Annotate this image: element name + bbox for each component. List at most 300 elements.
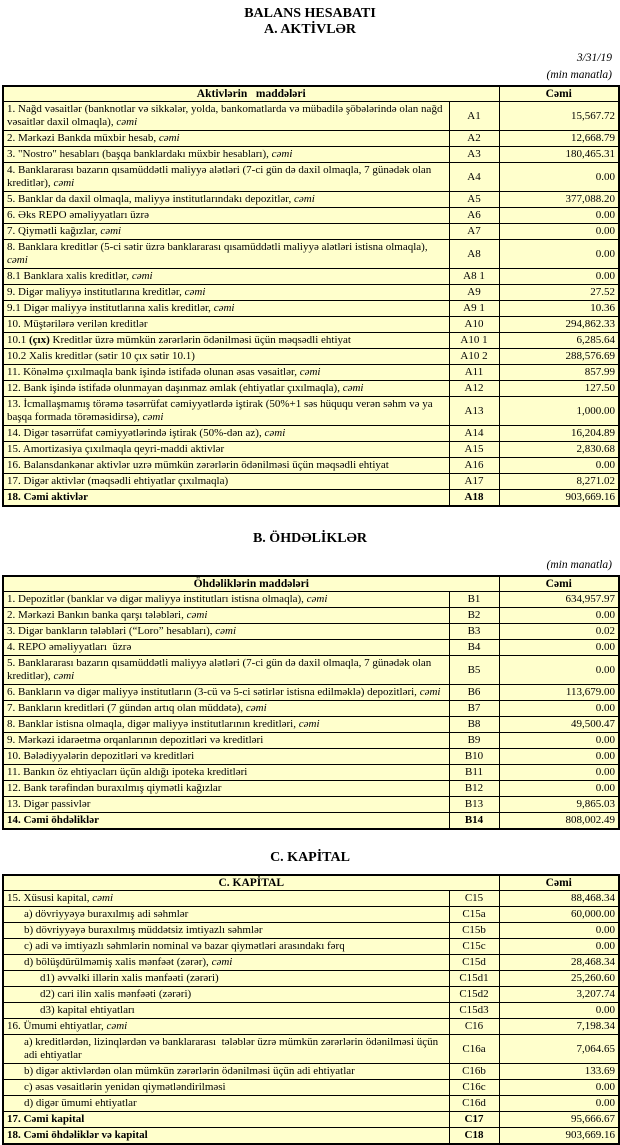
label-text: 6. Əks REPO əməliyyatları üzrə [7,209,150,221]
row-code: A7 [449,224,499,240]
row-code: A12 [449,381,499,397]
label-text: cəmi [131,270,153,282]
label-text: 9. Mərkəzi idarəetmə orqanlarının depozitləri və kreditləri [7,734,264,746]
row-code: B13 [449,797,499,813]
row-label [3,1080,449,1096]
label-text: 3. "Nostro" hesabları (başqa banklardakı müxbir hesabları), [7,148,272,160]
row-code: A6 [449,208,499,224]
label-text: d3) kapital ehtiyatları [40,1004,135,1016]
row-value: 9,865.03 [499,797,619,813]
liabilities-header-total: Cəmi [499,576,619,592]
row-label [3,317,449,333]
row-code: B9 [449,733,499,749]
row-value: 49,500.47 [499,717,619,733]
row-value: 3,207.74 [499,987,619,1003]
table-row [3,939,619,955]
row-code: A9 1 [449,301,499,317]
row-label [3,285,449,301]
row-label [3,102,449,131]
row-code: B7 [449,701,499,717]
row-label [3,640,449,656]
label-text: 1. Depozitlər (banklar və digər maliyyə institutları istisna olmaqla), [7,593,307,605]
row-label [3,781,449,797]
table-row [3,317,619,333]
row-code: C15d1 [449,971,499,987]
label-text: 8.1 Banklara xalis kreditlər, [7,270,132,282]
table-header-row [3,86,619,102]
report-title: BALANS HESABATI [244,6,376,21]
row-label [3,1019,449,1035]
table-row [3,1080,619,1096]
liabilities-section-title: B. ÖHDƏLİKLƏR [252,531,368,546]
label-text: 16. Ümumi ehtiyatlar, [7,1020,107,1032]
row-value: 903,669.16 [499,490,619,507]
table-row [3,1112,619,1128]
row-code: C17 [449,1112,499,1128]
row-code: A10 2 [449,349,499,365]
label-text: 3. Digər bankların tələbləri (“Loro” hesabları), [7,625,216,637]
table-header-row [3,875,619,891]
row-label [3,891,449,907]
label-text: 6. Bankların və digər maliyyə institutların (3-cü və 5-ci sətirlər istisna edilməklə) depozitləri, [7,686,420,698]
label-text: 16. Balansdankənar aktivlər uzrə mümkün zərərlərin ödənilməsi üçün məqsədli ehtiyat [7,459,389,471]
row-label [3,717,449,733]
table-row [3,608,619,624]
row-label [3,765,449,781]
label-text: 4. Banklararası bazarın qısamüddətli maliyyə alətləri (7-ci gün də daxil olmaqla, 7 günədək olan kreditlər), [7,164,435,189]
row-code: C15 [449,891,499,907]
table-row [3,426,619,442]
row-value: 8,271.02 [499,474,619,490]
table-row [3,797,619,813]
row-value: 857.99 [499,365,619,381]
row-label [3,608,449,624]
table-row [3,955,619,971]
table-row [3,640,619,656]
label-text: 17. Digər aktivlər (məqsədli ehtiyatlar çıxılmaqla) [7,475,229,487]
label-text: (çıx) [29,334,50,346]
row-value: 0.00 [499,458,619,474]
table-row [3,971,619,987]
label-text: cəmi [100,225,122,237]
table-row [3,285,619,301]
label-text: 12. Bank tərəfindən buraxılmış qiymətli kağızlar [7,782,222,794]
label-text: 10.1 [7,334,29,346]
label-text: cəmi [7,254,28,266]
label-text: 8. Banklar istisna olmaqla, digər maliyyə institutlarının kreditləri, [7,718,299,730]
table-row [3,458,619,474]
row-label [3,269,449,285]
table-row [3,1096,619,1112]
label-text: 11. Könəlmə çıxılmaqla bank işində istifadə olunan əsas vəsaitlər, [7,366,300,378]
capital-header-label: C. KAPİTAL [3,875,499,891]
label-text: cəmi [142,411,164,423]
row-value: 15,567.72 [499,102,619,131]
table-row [3,765,619,781]
section-a-title: A. AKTİVLƏR [263,22,357,37]
row-code: C15c [449,939,499,955]
label-text: cəmi [299,366,321,378]
table-row [3,781,619,797]
row-code: A14 [449,426,499,442]
label-text: d2) cari ilin xalis mənfəəti (zərəri) [40,988,192,1000]
unit-note-liabilities: (min manatla) [546,559,612,571]
row-label [3,939,449,955]
row-code: C15a [449,907,499,923]
row-value: 377,088.20 [499,192,619,208]
table-header-row [3,576,619,592]
label-text: d1) əvvəlki illərin xalis mənfəəti (zərəri) [40,972,219,984]
row-label [3,1035,449,1064]
row-code: B12 [449,781,499,797]
row-label [3,624,449,640]
row-value: 27.52 [499,285,619,301]
row-label [3,987,449,1003]
row-code: B2 [449,608,499,624]
row-value: 0.00 [499,749,619,765]
row-value: 288,576.69 [499,349,619,365]
table-row [3,1003,619,1019]
label-text: 4. REPO əməliyyatları üzrə [7,641,132,653]
label-text: cəmi [215,625,237,637]
row-label [3,397,449,426]
row-label [3,1003,449,1019]
row-code: A11 [449,365,499,381]
row-value: 0.00 [499,608,619,624]
capital-section-title: C. KAPİTAL [270,850,350,865]
label-text: 9.1 Digər maliyyə institutlarına xalis kreditlər, [7,302,214,314]
table-row [3,224,619,240]
label-text: 14. Digər təsərrüfat cəmiyyətlərində iştirak (50%-dən az), [7,427,265,439]
row-code: C16c [449,1080,499,1096]
label-text: cəmi [53,670,75,682]
label-text: 18. Cəmi öhdəliklər və kapital [7,1129,148,1141]
row-code: A5 [449,192,499,208]
assets-table [2,85,620,507]
table-row [3,1019,619,1035]
table-row [3,685,619,701]
label-text: 10. Müştərilərə verilən kreditlər [7,318,148,330]
row-code: A13 [449,397,499,426]
table-row [3,717,619,733]
table-row [3,733,619,749]
row-label [3,147,449,163]
row-code: A2 [449,131,499,147]
row-code: A9 [449,285,499,301]
label-text: 2. Mərkəzi Bankda müxbir hesab, [7,132,159,144]
row-code: C18 [449,1128,499,1145]
row-code: B8 [449,717,499,733]
label-text: cəmi [92,892,114,904]
row-value: 25,260.60 [499,971,619,987]
table-row [3,624,619,640]
row-value: 16,204.89 [499,426,619,442]
row-code: C16a [449,1035,499,1064]
row-label [3,907,449,923]
label-text: 17. Cəmi kapital [7,1113,85,1125]
liabilities-table [2,575,620,830]
label-text: cəmi [184,286,206,298]
row-value: 808,002.49 [499,813,619,830]
table-row [3,163,619,192]
row-label [3,971,449,987]
label-text: cəmi [271,148,293,160]
report-date: 3/31/19 [576,52,612,64]
row-value: 0.00 [499,1080,619,1096]
row-label [3,131,449,147]
row-code: C16d [449,1096,499,1112]
table-row [3,240,619,269]
row-code: B5 [449,656,499,685]
row-code: B14 [449,813,499,830]
row-value: 7,198.34 [499,1019,619,1035]
table-row [3,923,619,939]
row-value: 0.00 [499,240,619,269]
row-label [3,381,449,397]
table-row [3,1035,619,1064]
label-text: 12. Bank işində istifadə olunmayan daşınmaz əmlak (ehtiyatlar çıxılmaqla), [7,382,343,394]
table-row [3,907,619,923]
row-value: 0.00 [499,733,619,749]
label-text: cəmi [245,702,267,714]
table-row [3,701,619,717]
row-label [3,208,449,224]
label-text: c) əsas vəsaitlərin yenidən qiymətləndirilməsi [24,1081,226,1093]
row-code: C16 [449,1019,499,1035]
row-code: B11 [449,765,499,781]
label-text: cəmi [306,593,328,605]
table-row [3,301,619,317]
row-value: 0.00 [499,163,619,192]
row-label [3,490,449,507]
unit-note-assets: (min manatla) [546,69,612,81]
row-code: A10 [449,317,499,333]
row-label [3,224,449,240]
row-label [3,1112,449,1128]
label-text: cəmi [186,609,208,621]
label-text: d) bölüşdürülməmiş xalis mənfəət (zərər), [24,956,212,968]
table-row [3,474,619,490]
row-value: 6,285.64 [499,333,619,349]
label-text: cəmi [419,686,441,698]
row-code: B1 [449,592,499,608]
label-text: 1. Nağd vəsaitlər (banknotlar və sikkələr, yolda, bankomatlarda və mübadilə şöbələrində olan nağd vəsaitlər daxil olmaqla), [7,103,446,128]
table-row [3,1064,619,1080]
row-label [3,955,449,971]
row-label [3,813,449,830]
row-code: B3 [449,624,499,640]
table-row [3,349,619,365]
label-text: 7. Qiymətli kağızlar, [7,225,101,237]
table-row [3,131,619,147]
label-text: d) digər ümumi ehtiyatlar [24,1097,137,1109]
row-label [3,426,449,442]
row-label [3,1128,449,1145]
row-label [3,656,449,685]
label-text: cəmi [158,132,180,144]
table-row [3,891,619,907]
label-text: 7. Bankların kreditləri (7 gündən artıq olan müddətə), [7,702,246,714]
row-code: C15b [449,923,499,939]
row-label [3,474,449,490]
row-value: 0.00 [499,208,619,224]
table-row [3,442,619,458]
label-text: cəmi [294,193,315,205]
row-value: 88,468.34 [499,891,619,907]
label-text: 15. Amortizasiya çıxılmaqla qeyri-maddi aktivlər [7,443,225,455]
row-value: 0.00 [499,656,619,685]
label-text: a) kreditlərdən, lizinqlərdən və banklararası tələblər üzrə mümkün zərərlərin ödənilməsi üçün adi ehtiyatlar [24,1036,441,1061]
row-label [3,349,449,365]
row-value: 0.00 [499,939,619,955]
label-text: cəmi [264,427,286,439]
row-value: 294,862.33 [499,317,619,333]
row-label [3,1096,449,1112]
label-text: 2. Mərkəzi Bankın banka qarşı tələbləri, [7,609,187,621]
label-text: 11. Bankın öz ehtiyacları üçün aldığı ipoteka kreditləri [7,766,248,778]
label-text: 9. Digər maliyyə institutlarına kreditlər, [7,286,185,298]
row-value: 0.00 [499,701,619,717]
label-text: cəmi [53,177,75,189]
label-text: b) digər aktivlərdən olan mümkün zərərlərin ödənilməsi üçün adi ehtiyatlar [24,1065,355,1077]
row-label [3,733,449,749]
liabilities-header-label: Öhdəliklərin maddələri [3,576,499,592]
row-value: 7,064.65 [499,1035,619,1064]
table-row [3,192,619,208]
label-text: b) dövriyyəyə buraxılmış müddətsiz imtiyazlı səhmlər [24,924,263,936]
row-code: A3 [449,147,499,163]
label-text: cəmi [298,718,320,730]
label-text: cəmi [213,302,235,314]
row-value: 2,830.68 [499,442,619,458]
row-value: 0.00 [499,269,619,285]
label-text: cəmi [342,382,364,394]
row-value: 0.00 [499,765,619,781]
row-value: 113,679.00 [499,685,619,701]
table-row [3,749,619,765]
row-label [3,333,449,349]
row-value: 0.00 [499,1003,619,1019]
row-value: 133.69 [499,1064,619,1080]
row-value: 127.50 [499,381,619,397]
row-value: 10.36 [499,301,619,317]
row-value: 903,669.16 [499,1128,619,1145]
table-row [3,813,619,830]
row-code: B4 [449,640,499,656]
label-text: cəmi [211,956,233,968]
label-text: 18. Cəmi aktivlər [7,491,88,503]
row-code: A17 [449,474,499,490]
table-row [3,147,619,163]
row-code: C15d2 [449,987,499,1003]
row-value: 60,000.00 [499,907,619,923]
table-row [3,1128,619,1145]
row-value: 0.00 [499,224,619,240]
row-value: 12,668.79 [499,131,619,147]
label-text: 10.2 Xalis kreditlər (sətir 10 çıx sətir 10.1) [7,350,195,362]
row-value: 0.00 [499,781,619,797]
row-label [3,797,449,813]
table-row [3,208,619,224]
row-value: 0.02 [499,624,619,640]
table-row [3,365,619,381]
row-code: A8 [449,240,499,269]
row-value: 1,000.00 [499,397,619,426]
label-text: 5. Banklar da daxil olmaqla, maliyyə institutlarındakı depozitlər, [7,193,295,205]
row-value: 28,468.34 [499,955,619,971]
row-code: A1 [449,102,499,131]
label-text: 15. Xüsusi kapital, [7,892,93,904]
row-label [3,685,449,701]
table-row [3,656,619,685]
table-row [3,987,619,1003]
label-text: cəmi [116,116,138,128]
row-code: A15 [449,442,499,458]
row-code: A8 1 [449,269,499,285]
assets-header-label: Aktivlərin maddələri [3,86,499,102]
row-code: C16b [449,1064,499,1080]
row-label [3,458,449,474]
label-text: 5. Banklararası bazarın qısamüddətli maliyyə alətləri (7-ci gün də daxil olmaqla, 7 günədək olan kreditlər), [7,657,435,682]
capital-header-total: Cəmi [499,875,619,891]
label-text: cəmi [106,1020,128,1032]
row-label [3,749,449,765]
capital-table [2,874,620,1145]
row-code: A18 [449,490,499,507]
label-text: 13. Digər passivlər [7,798,91,810]
row-code: B10 [449,749,499,765]
row-label [3,592,449,608]
label-text: c) adi və imtiyazlı səhmlərin nominal və bazar qiymətləri arasındakı fərq [24,940,345,952]
row-value: 0.00 [499,640,619,656]
row-value: 180,465.31 [499,147,619,163]
label-text: Kreditlər üzrə mümkün zərərlərin ödənilməsi üçün məqsədli ehtiyat [49,334,351,346]
table-row [3,102,619,131]
row-value: 0.00 [499,923,619,939]
label-text: a) dövriyyəyə buraxılmış adi səhmlər [24,908,189,920]
row-label [3,1064,449,1080]
assets-header-total: Cəmi [499,86,619,102]
row-value: 95,666.67 [499,1112,619,1128]
row-value: 0.00 [499,1096,619,1112]
row-label [3,701,449,717]
row-code: C15d3 [449,1003,499,1019]
table-row [3,397,619,426]
row-code: A4 [449,163,499,192]
label-text: 13. İcmallaşmamış törəmə təsərrüfat cəmiyyətlərdə iştirak (50%+1 səs hüququ verən səhm və ya başqa formada törəməsidirsə), [7,398,436,423]
table-row [3,381,619,397]
table-row [3,269,619,285]
table-row [3,592,619,608]
label-text: 8. Banklara kreditlər (5-ci sətir üzrə banklararası qısamüddətli maliyyə alətləri istisna olmaqla), [7,241,431,253]
label-text: 14. Cəmi öhdəliklər [7,814,99,826]
row-label [3,365,449,381]
row-label [3,301,449,317]
row-label [3,240,449,269]
row-label [3,923,449,939]
label-text: 10. Bələdiyyələrin depozitləri və kreditləri [7,750,195,762]
row-value: 634,957.97 [499,592,619,608]
row-label [3,442,449,458]
row-code: B6 [449,685,499,701]
row-code: A16 [449,458,499,474]
row-label [3,192,449,208]
row-code: A10 1 [449,333,499,349]
table-row [3,490,619,507]
row-label [3,163,449,192]
table-row [3,333,619,349]
row-code: C15d [449,955,499,971]
